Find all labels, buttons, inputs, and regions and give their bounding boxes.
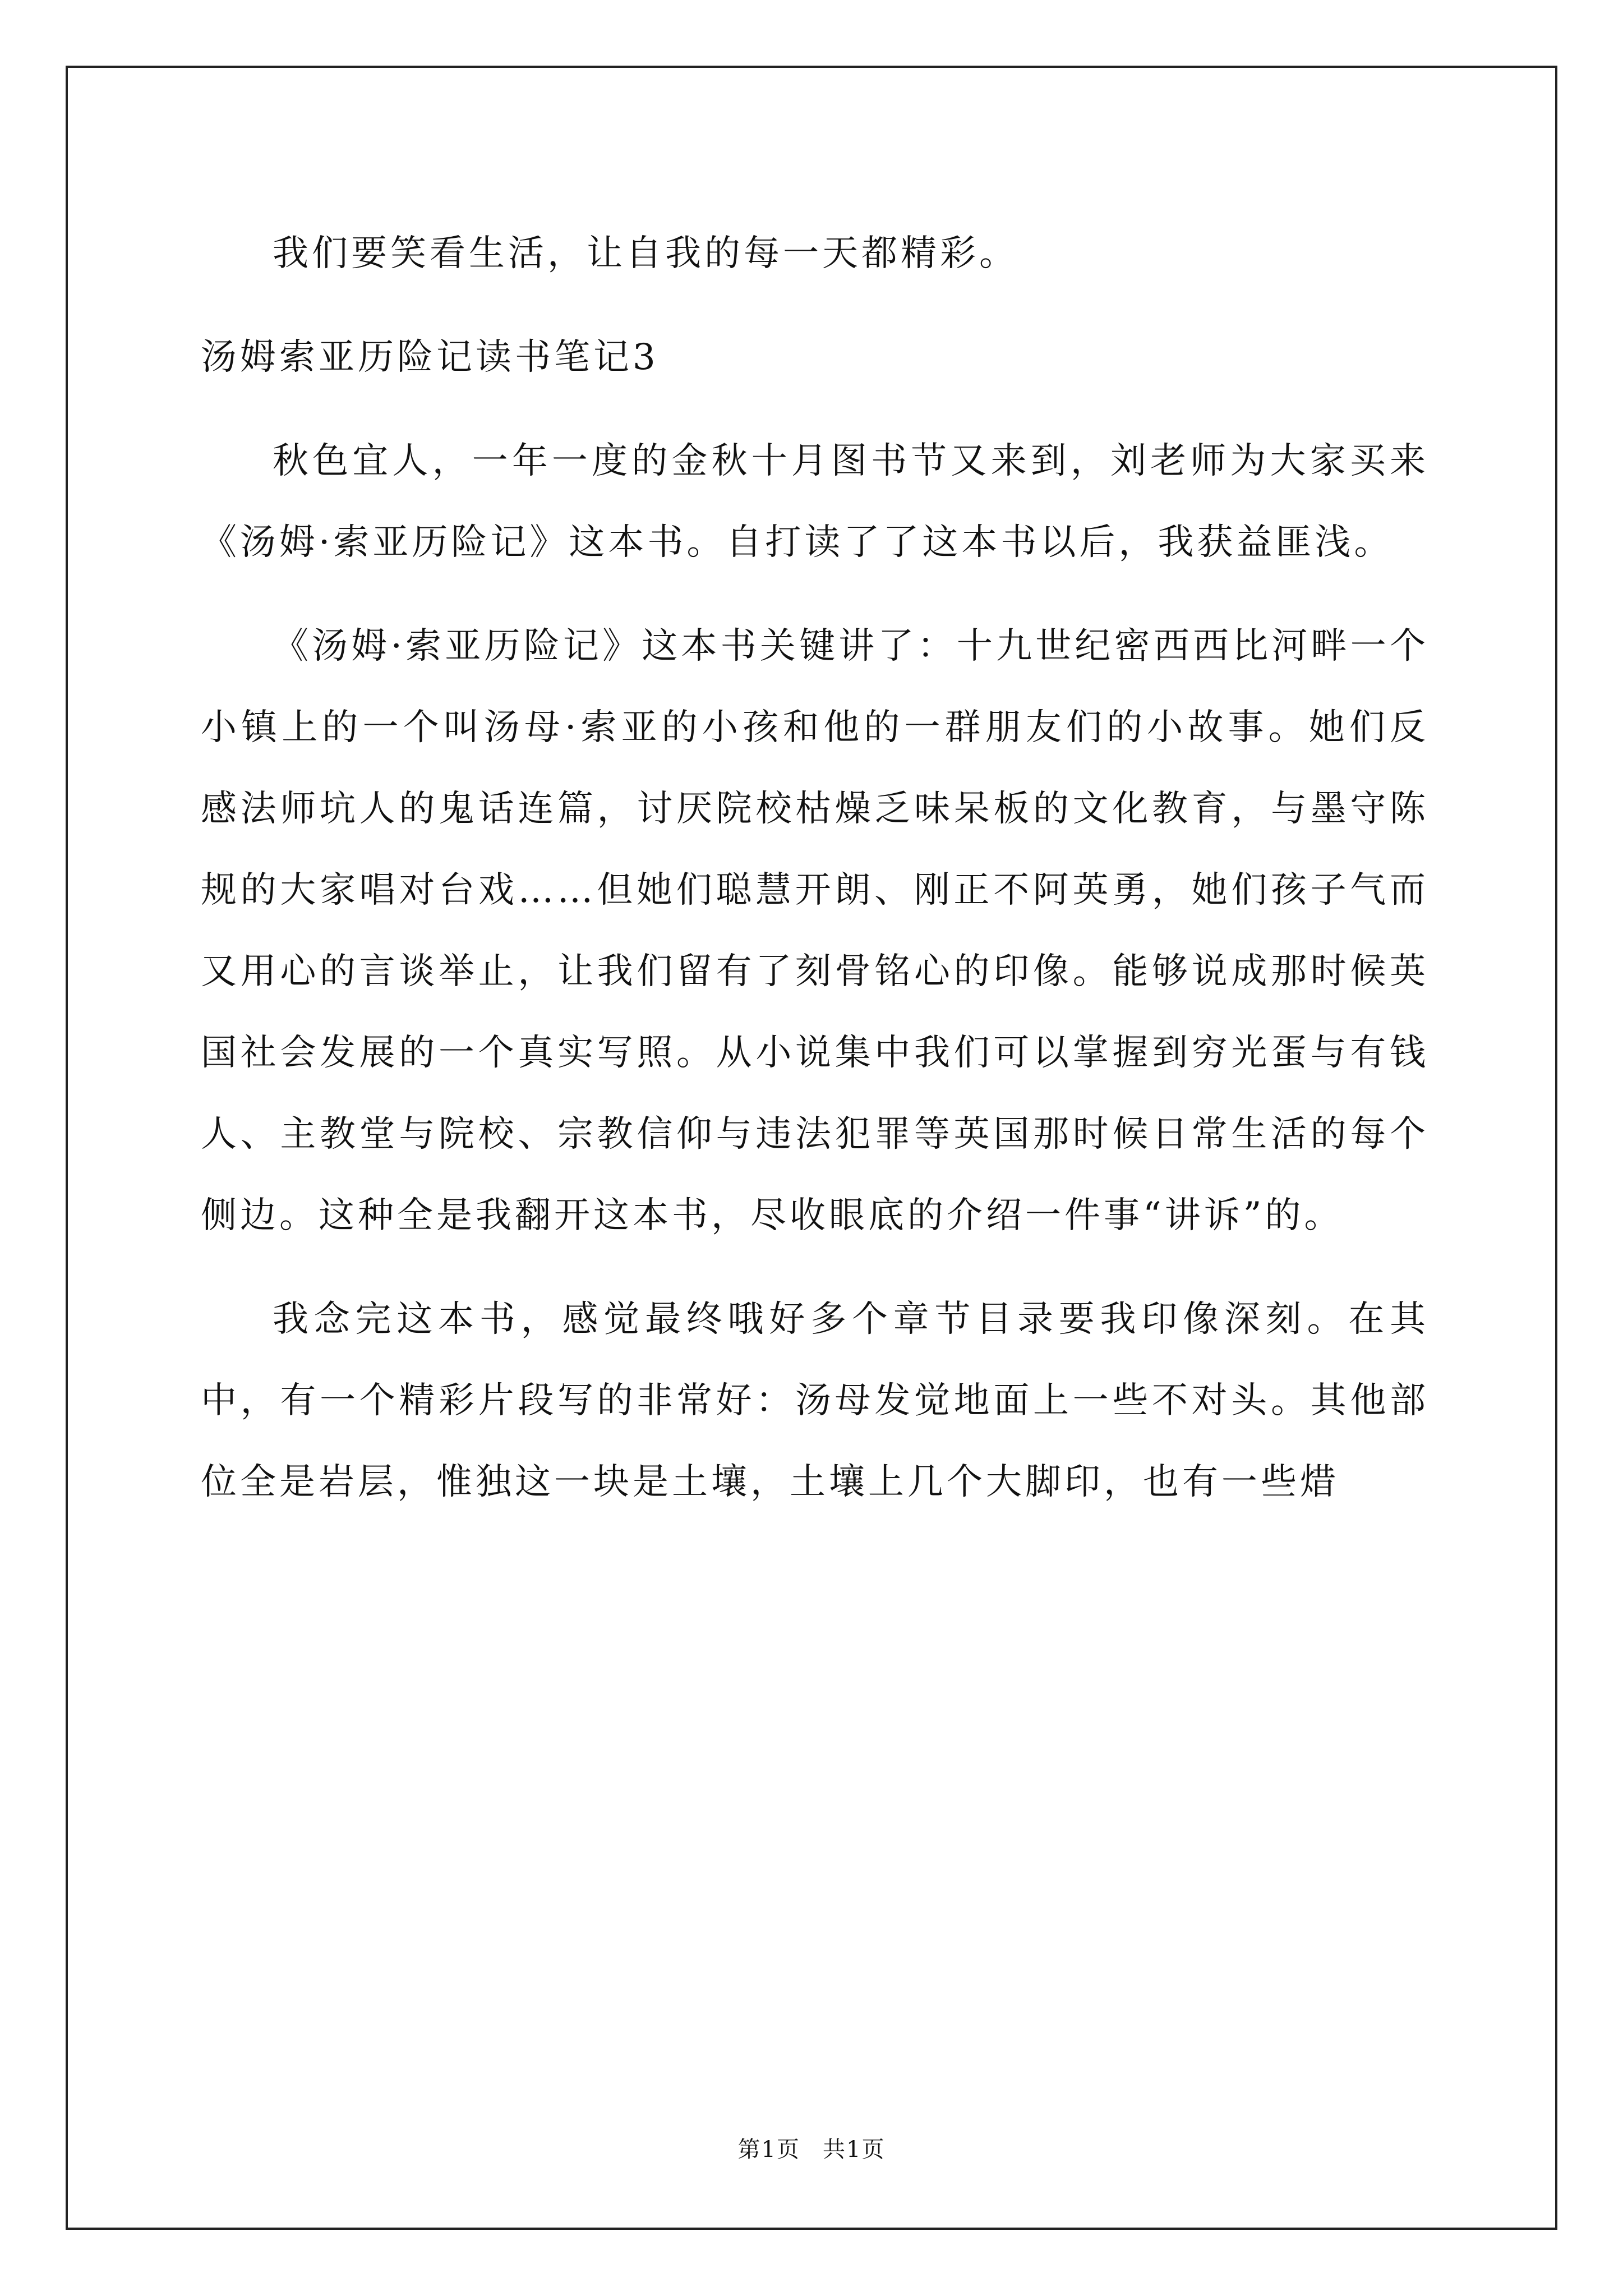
- paragraph-intro: 秋色宜人，一年一度的金秋十月图书节又来到，刘老师为大家买来《汤姆·索亚历险记》这本书。自打读了了这本书以后，我获益匪浅。: [201, 440, 1429, 563]
- section-heading: 汤姆索亚历险记读书笔记3: [201, 337, 659, 378]
- paragraph-impression: 我念完这本书，感觉最终哦好多个章节目录要我印像深刻。在其中，有一个精彩片段写的非常好：汤母发觉地面上一些不对头。其他部位全是岩层，惟独这一块是土壤，土壤上几个大脚印，也有一些焟: [201, 1299, 1429, 1503]
- paragraph-spacer: [201, 583, 1429, 606]
- paragraph-summary: 《汤姆·索亚历险记》这本书关键讲了：十九世纪密西西比河畔一个小镇上的一个叫汤母·索亚的小孩和他的一群朋友们的小故事。她们反感法师坑人的鬼话连篇，讨厌院校枯燥乏味呆板的文化教育，与墨守陈规的大家唱对台戏……但她们聪慧开朗、刚正不阿英勇，她们孩子气而又用心的言谈举止，让我们留有了刻骨铭心的印像。能够说成那时候英国社会发展的一个真实写照。从小说集中我们可以掌握到穷光蛋与有钱人、主教堂与院校、宗教信仰与违法犯罪等英国那时候日常生活的每个侧边。这种全是我翻开这本书，尽收眼底的介绍一件事“讲诉”的。: [201, 625, 1429, 1236]
- paragraph-spacer: [201, 398, 1429, 421]
- paragraph-spacer: [201, 1257, 1429, 1279]
- page-number: 第1页: [737, 2137, 800, 2162]
- paragraph-spacer: [201, 295, 1429, 317]
- paragraph-closing-line: 我们要笑看生活，让自我的每一天都精彩。: [273, 233, 1018, 274]
- document-body: [201, 213, 1429, 1523]
- page-footer: [0, 2132, 1623, 2164]
- page-total: 共1页: [823, 2137, 886, 2162]
